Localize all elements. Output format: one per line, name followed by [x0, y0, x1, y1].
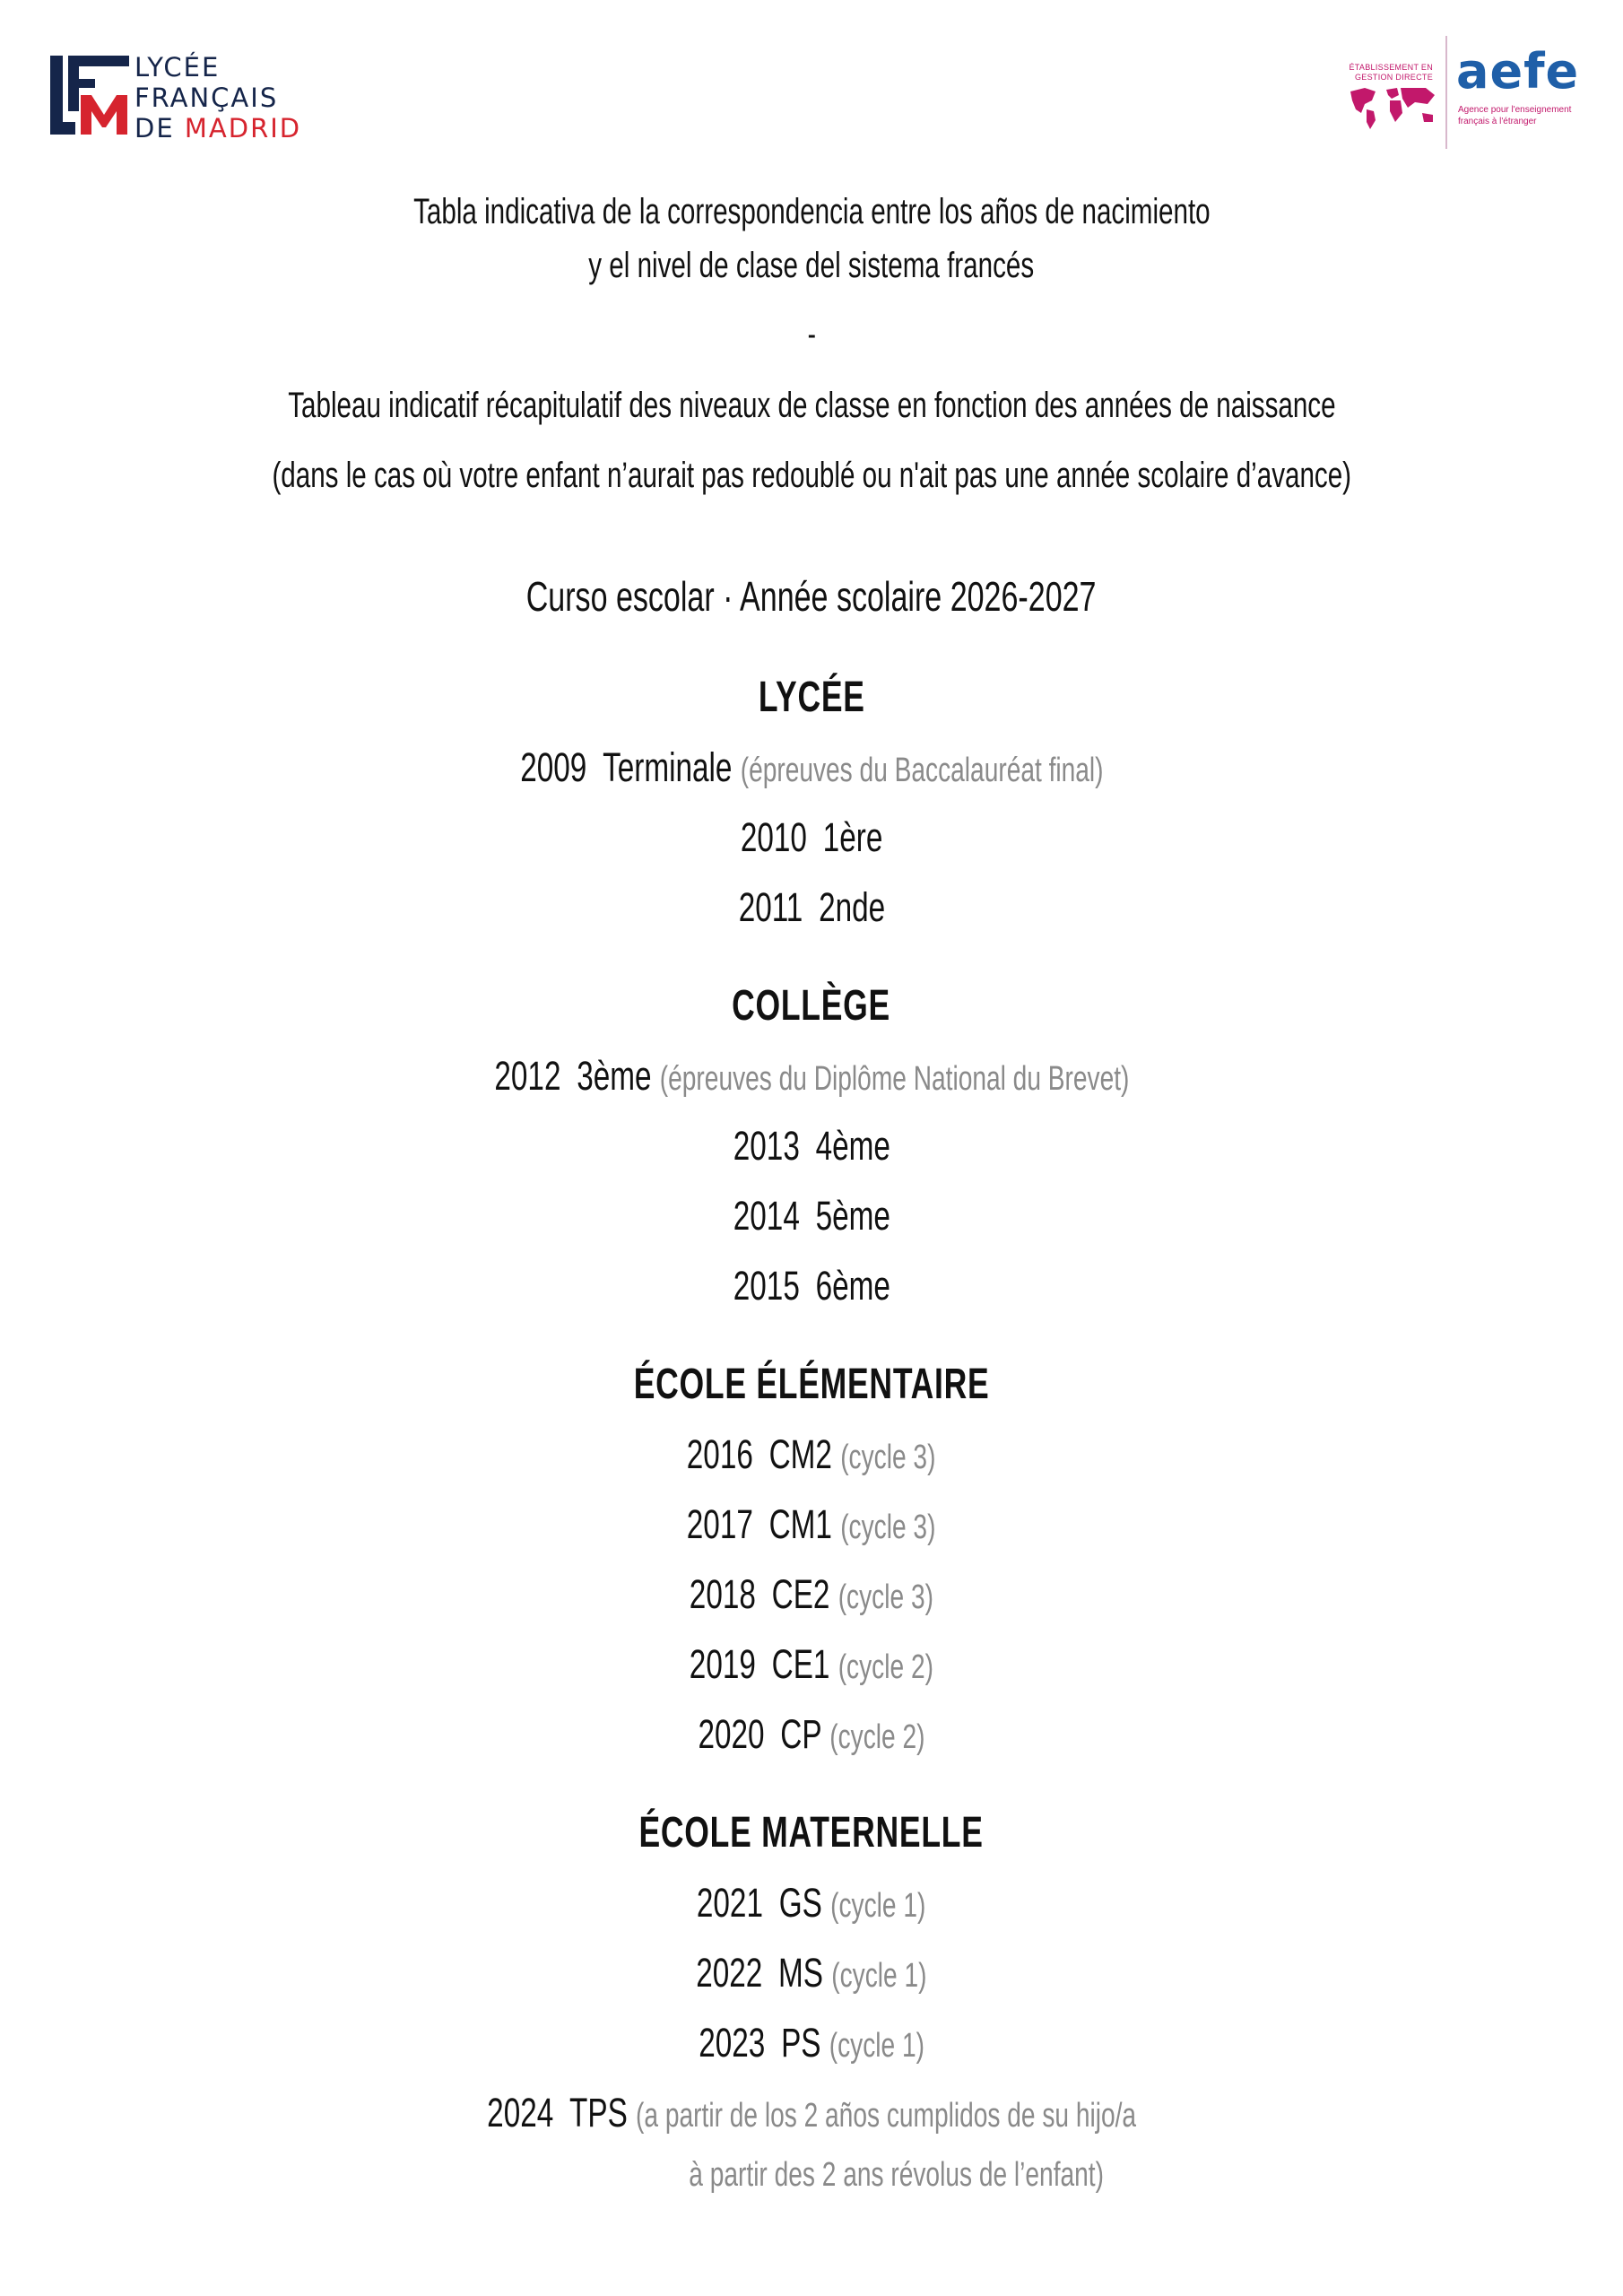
- row-year: 2016: [687, 1431, 754, 1477]
- row-level: 5ème: [815, 1193, 890, 1239]
- final-note: à partir des 2 ans révolus de l’enfant): [689, 2156, 1105, 2194]
- row-level: MS: [778, 1950, 824, 1996]
- row-note: (cycle 3): [838, 1578, 934, 1616]
- lfm-logo: [47, 50, 307, 149]
- section-heading-ecole-elementaire: ÉCOLE ÉLÉMENTAIRE: [633, 1361, 990, 1408]
- lfm-logo-line: FRANÇAIS: [135, 83, 279, 113]
- row-year: 2012: [493, 1053, 561, 1099]
- row-note: (cycle 2): [838, 1648, 934, 1686]
- row-note: (cycle 1): [831, 1957, 927, 1995]
- row-year: 2015: [733, 1263, 800, 1309]
- table-row: [0, 744, 1623, 791]
- row-level: CE2: [771, 1571, 830, 1617]
- row-year: 2024: [487, 2090, 554, 2135]
- row-note: (épreuves du Diplôme National du Brevet): [659, 1060, 1130, 1098]
- row-note: (cycle 3): [840, 1439, 936, 1476]
- table-row: [0, 1711, 1623, 1758]
- row-note: (épreuves du Baccalauréat final): [740, 752, 1104, 789]
- row-year: 2022: [696, 1950, 763, 1996]
- row-level: CE1: [771, 1641, 830, 1687]
- row-note: (cycle 1): [830, 1887, 926, 1925]
- table-row: [0, 1641, 1623, 1688]
- row-level: Terminale: [602, 744, 733, 790]
- row-year: 2020: [698, 1711, 765, 1757]
- aefe-brand: aefe: [1456, 43, 1580, 100]
- table-row: [0, 1501, 1623, 1548]
- lfm-logo-madrid: MADRID: [184, 113, 302, 144]
- lfm-logo-prefix: DE: [135, 113, 185, 144]
- row-year: 2009: [519, 744, 586, 790]
- table-row: [0, 1431, 1623, 1478]
- table-row: [0, 1053, 1623, 1100]
- lfm-logo-line: LYCÉE: [135, 52, 221, 83]
- row-year: 2023: [699, 2020, 766, 2066]
- course-year: Curso escolar · Année scolaire 2026-2027: [526, 573, 1097, 620]
- row-level: 4ème: [815, 1123, 890, 1169]
- section-heading-lycee: LYCÉE: [758, 674, 865, 721]
- aefe-logo: [1336, 36, 1578, 152]
- row-year: 2021: [697, 1880, 764, 1926]
- row-level: 3ème: [576, 1053, 652, 1099]
- row-year: 2018: [689, 1571, 757, 1617]
- row-year: 2019: [689, 1641, 757, 1687]
- title-separator: -: [807, 316, 816, 353]
- row-level: 6ème: [815, 1263, 890, 1309]
- table-row: [0, 2090, 1623, 2136]
- table-row: [0, 1880, 1623, 1926]
- table-row: [0, 884, 1623, 931]
- row-year: 2017: [687, 1501, 754, 1547]
- row-level: PS: [780, 2020, 821, 2066]
- lfm-monogram-icon: [47, 50, 136, 140]
- row-level: GS: [779, 1880, 823, 1926]
- aefe-tagline: Agence pour l'enseignement français à l'étranger: [1458, 105, 1572, 126]
- row-year: 2010: [740, 814, 807, 860]
- table-row: [0, 814, 1623, 861]
- title-es-line2: y el nivel de clase del sistema francés: [588, 246, 1035, 285]
- row-level: CP: [780, 1711, 821, 1757]
- row-level: CM1: [769, 1501, 833, 1547]
- title-fr-line2: (dans le cas où votre enfant n’aurait pas redoublé ou n'ait pas une année scolaire d’avance): [272, 456, 1351, 495]
- world-map-icon: [1345, 83, 1442, 133]
- row-note: (cycle 2): [829, 1718, 925, 1756]
- section-heading-college: COLLÈGE: [732, 982, 891, 1030]
- row-level: 1ère: [822, 814, 883, 860]
- aefe-small-text: ÉTABLISSEMENT EN GESTION DIRECTE: [1349, 63, 1433, 82]
- row-note: (a partir de los 2 años cumplidos de su hijo/a: [635, 2097, 1136, 2135]
- table-row: [0, 1950, 1623, 1996]
- aefe-divider: [1445, 36, 1447, 149]
- table-row: [0, 2020, 1623, 2066]
- table-row: [0, 1193, 1623, 1239]
- row-note: (cycle 3): [840, 1509, 936, 1546]
- row-level: CM2: [769, 1431, 833, 1477]
- title-es-line1: Tabla indicativa de la correspondencia entre los años de nacimiento: [412, 192, 1211, 231]
- row-level: 2nde: [818, 884, 885, 930]
- table-row: [0, 1263, 1623, 1309]
- row-year: 2014: [733, 1193, 800, 1239]
- table-row: [0, 1123, 1623, 1170]
- row-note: (cycle 1): [829, 2027, 924, 2065]
- row-year: 2011: [738, 884, 803, 930]
- title-fr-line1: Tableau indicatif récapitulatif des niveaux de classe en fonction des années de naissance: [287, 386, 1336, 425]
- row-level: TPS: [568, 2090, 628, 2135]
- lfm-logo-text: [135, 52, 301, 144]
- row-year: 2013: [733, 1123, 800, 1169]
- section-heading-ecole-maternelle: ÉCOLE MATERNELLE: [638, 1809, 985, 1857]
- table-row: [0, 1571, 1623, 1618]
